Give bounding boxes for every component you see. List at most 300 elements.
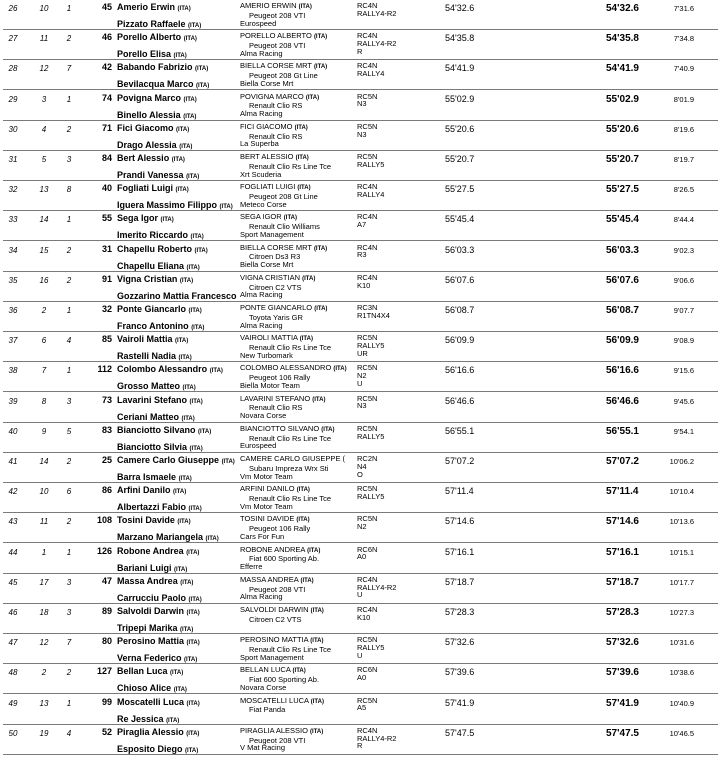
driver-nationality: (ITA): [186, 700, 200, 707]
class-name: RALLY5: [357, 159, 385, 169]
driver-nationality: (ITA): [176, 126, 190, 133]
entrant-nationality: (ITA): [310, 608, 324, 614]
car-number: 52: [101, 726, 112, 737]
class-name: N2: [357, 371, 367, 381]
entrant-nationality: (ITA): [321, 426, 335, 433]
team-name: Vm Motor Team: [240, 471, 293, 481]
car-model: Renault Clio Rs Line Tce: [249, 644, 331, 654]
overall-position: 41: [8, 457, 18, 466]
team-name: Alma Racing: [240, 290, 283, 300]
car-model: Toyota Yaris GR: [249, 312, 303, 322]
class-group: RC5N: [357, 333, 378, 343]
entrant-name-text: SEGA IGOR: [240, 212, 282, 222]
driver-name: [117, 577, 193, 588]
driver-name-text: Camere Carlo Giuseppe: [117, 455, 220, 465]
driver-name-text: Perosino Mattia: [117, 636, 185, 647]
gap-time: 10'40.9: [669, 698, 694, 708]
overall-position: 37: [8, 336, 18, 346]
total-time: 57'16.1: [606, 546, 639, 558]
class-group: RC5N: [357, 635, 378, 645]
class-group: RC4N: [357, 272, 378, 282]
entrant-nationality: (ITA): [310, 638, 324, 645]
overall-position: 46: [8, 608, 18, 617]
class-block: [357, 183, 384, 199]
category-position: 1: [66, 547, 72, 557]
gap-time: 10'38.6: [669, 668, 694, 678]
result-row: [0, 393, 724, 423]
codriver-name-text: Bariani Luigi: [117, 562, 172, 573]
driver-name: [117, 94, 197, 105]
car-number: 126: [96, 545, 112, 556]
car-number: 80: [101, 636, 112, 647]
result-row: [0, 302, 724, 332]
class-block: [357, 364, 377, 387]
category-position: 1: [66, 306, 72, 315]
class-group: RC4N: [357, 182, 378, 192]
class-position: 10: [39, 487, 49, 497]
codriver-nationality: (ITA): [186, 264, 200, 271]
entrant-nationality: (ITA): [302, 275, 316, 282]
car-model: Renault Clio Rs Line Tce: [249, 161, 331, 171]
driver-name: [117, 728, 199, 739]
entrant-nationality: (ITA): [313, 34, 328, 41]
stage-time: 55'20.7: [445, 154, 475, 164]
entrant-nationality: (ITA): [294, 124, 308, 131]
entrant-name-text: FOGLIATI LUIGI: [240, 182, 296, 192]
car-model: Peugeot 208 VTI: [249, 735, 306, 745]
total-time: 56'55.1: [606, 425, 639, 437]
team-name: Eurospeed: [240, 18, 277, 28]
class-block: [357, 244, 377, 260]
total-time: 57'28.3: [606, 607, 639, 618]
codriver-name-text: Iguera Massimo Filippo: [117, 200, 218, 211]
class-extra: R: [357, 741, 363, 751]
class-position: 3: [41, 94, 47, 104]
class-block: [357, 636, 384, 659]
entrant-name-text: CAMERE CARLO GIUSEPPE (: [240, 454, 346, 463]
team-name: Sport Management: [240, 229, 304, 239]
category-position: 1: [66, 215, 72, 225]
codriver-name-text: Chioso Alice: [117, 683, 172, 694]
class-name: A7: [357, 220, 367, 230]
category-position: 3: [66, 155, 72, 164]
car-model: Peugeot 106 Rally: [249, 524, 311, 534]
driver-name-text: Chapellu Roberto: [117, 243, 193, 254]
entrant-name: [240, 454, 345, 463]
overall-position: 45: [8, 577, 18, 587]
class-group: RC5N: [357, 393, 378, 403]
gap-time: 8'26.5: [673, 185, 694, 195]
gap-time: 8'19.7: [673, 155, 694, 164]
codriver-name-text: Grosso Matteo: [117, 381, 181, 392]
entrant-block: [240, 546, 320, 571]
codriver-name-text: Marzano Mariangela: [117, 532, 204, 543]
driver-nationality: (ITA): [173, 489, 187, 496]
codriver-name-text: Franco Antonino: [117, 321, 189, 331]
team-name: Efferre: [240, 562, 263, 572]
class-position: 7: [41, 366, 47, 376]
driver-nationality: (ITA): [186, 640, 200, 647]
class-name: R1TN4X4: [357, 310, 390, 320]
entrant-block: [240, 606, 324, 624]
result-row: [0, 695, 724, 725]
codriver-nationality: (ITA): [188, 596, 202, 603]
codriver-nationality: (ITA): [180, 627, 194, 633]
entrant-name-text: COLOMBO ALESSANDRO: [240, 363, 332, 373]
gap-time: 7'31.6: [673, 4, 694, 13]
class-extra: R: [357, 46, 363, 56]
car-model: Peugeot 106 Rally: [249, 373, 311, 383]
driver-name-text: Ponte Giancarlo: [117, 304, 187, 314]
driver-nationality: (ITA): [194, 247, 208, 254]
driver-name-text: Bellan Luca: [117, 666, 168, 677]
entrant-block: [240, 213, 320, 238]
team-name: Eurospeed: [240, 441, 277, 451]
class-group: RC4N: [357, 61, 378, 71]
car-model: Fiat 600 Sporting Ab.: [249, 554, 320, 564]
car-model: Peugeot 208 VTI: [249, 40, 306, 50]
driver-name: [117, 214, 174, 225]
car-number: 73: [101, 394, 112, 405]
class-name: N3: [357, 99, 367, 109]
class-block: [357, 425, 384, 441]
codriver-nationality: (ITA): [182, 385, 196, 392]
category-position: 4: [66, 728, 72, 738]
entrant-nationality: (ITA): [313, 245, 328, 252]
entrant-name: [240, 243, 327, 252]
driver-name-text: Colombo Alessandro: [117, 364, 208, 375]
car-model: Citroen C2 VTS: [249, 282, 302, 292]
entrant-block: [240, 93, 319, 118]
entrant-name-text: FICI GIACOMO: [240, 121, 293, 131]
total-time: 57'47.5: [606, 727, 639, 739]
codriver-nationality: (ITA): [188, 506, 202, 513]
entrant-nationality: (ITA): [299, 336, 313, 343]
codriver-nationality: (ITA): [178, 355, 192, 362]
class-group: RC5N: [357, 152, 378, 161]
class-extra: O: [357, 469, 363, 479]
result-row: [0, 513, 724, 543]
class-position: 14: [39, 215, 49, 225]
total-time: 55'20.6: [606, 123, 639, 135]
driver-name: [117, 305, 202, 316]
codriver-nationality: (ITA): [190, 234, 204, 241]
car-number: 89: [101, 606, 112, 616]
result-row: [0, 544, 724, 574]
codriver-name-text: Bianciotto Silvia: [117, 441, 188, 452]
class-position: 13: [39, 698, 49, 708]
category-position: 2: [66, 34, 72, 44]
driver-name: [117, 275, 193, 286]
class-block: [357, 606, 377, 622]
class-name: RALLY4: [357, 69, 385, 79]
gap-time: 9'02.3: [673, 245, 694, 255]
codriver-nationality: (ITA): [191, 325, 205, 331]
class-extra: UR: [357, 348, 368, 358]
class-position: 15: [39, 245, 49, 255]
class-position: 11: [39, 517, 49, 527]
class-name: RALLY4: [357, 189, 385, 199]
car-model: Renault Clio Williams: [249, 222, 320, 232]
result-row: [0, 242, 724, 272]
team-name: Vm Motor Team: [240, 501, 293, 511]
entrant-nationality: (ITA): [297, 185, 311, 192]
gap-time: 10'27.3: [669, 608, 694, 617]
driver-name: [117, 396, 203, 407]
class-name: K10: [357, 280, 371, 290]
codriver-name-text: Binello Alessia: [117, 109, 181, 120]
entrant-nationality: (ITA): [333, 366, 347, 373]
driver-nationality: (ITA): [198, 428, 212, 435]
class-position: 5: [41, 155, 47, 164]
entrant-block: [240, 515, 310, 540]
codriver-name-text: Ceriani Matteo: [117, 411, 180, 422]
car-model: Renault Clio RS: [249, 403, 303, 413]
driver-nationality: (ITA): [221, 459, 235, 465]
driver-name: [117, 547, 199, 558]
class-extra: U: [357, 650, 363, 660]
driver-name-text: Sega Igor: [117, 213, 159, 224]
driver-name: [117, 154, 185, 165]
entrant-name: [240, 424, 335, 433]
driver-name-text: Fici Giacomo: [117, 122, 174, 133]
driver-nationality: (ITA): [177, 6, 191, 12]
gap-time: 7'34.8: [673, 34, 694, 44]
stage-time: 57'07.2: [445, 456, 475, 466]
total-time: 57'32.6: [606, 637, 639, 649]
codriver-name-text: Prandi Vanessa: [117, 170, 184, 180]
stage-time: 55'02.9: [445, 93, 475, 104]
driver-name-text: Salvoldi Darwin: [117, 606, 185, 616]
class-name: N2: [357, 522, 367, 532]
class-position: 2: [41, 306, 47, 315]
class-position: 12: [39, 64, 49, 74]
team-name: Biella Corse Mrt: [240, 260, 294, 270]
entrant-name: [240, 484, 310, 493]
car-model: Peugeot 208 Gt Line: [249, 71, 318, 81]
entrant-name-text: BELLAN LUCA: [240, 665, 291, 675]
driver-name-text: Porello Alberto: [117, 32, 182, 43]
codriver-name-text: Tripepi Marika: [117, 623, 178, 633]
total-time: 54'41.9: [606, 63, 639, 75]
class-block: [357, 455, 377, 478]
entrant-name-text: AMERIO ERWIN: [240, 1, 297, 10]
car-model: Renault Clio Rs Line Tce: [249, 342, 331, 352]
entrant-name: [240, 182, 311, 191]
car-number: 55: [101, 213, 112, 224]
car-number: 83: [101, 424, 112, 435]
team-name: Alma Racing: [240, 320, 283, 330]
entrant-name-text: BIELLA CORSE MRT: [240, 61, 312, 71]
driver-nationality: (ITA): [175, 187, 189, 194]
driver-nationality: (ITA): [160, 217, 174, 224]
driver-name: [117, 63, 208, 74]
stage-time: 57'39.6: [445, 667, 475, 678]
codriver-nationality: (ITA): [196, 83, 210, 90]
entrant-name: [240, 605, 324, 614]
result-row: [0, 30, 724, 60]
team-name: Novara Corse: [240, 411, 287, 421]
car-number: 25: [101, 455, 112, 465]
class-name: A5: [357, 703, 367, 713]
driver-name-text: Massa Andrea: [117, 575, 178, 586]
total-time: 56'03.3: [606, 244, 639, 256]
class-position: 9: [41, 426, 47, 436]
class-position: 13: [39, 185, 49, 195]
category-position: 7: [66, 638, 72, 648]
entrant-block: [240, 485, 331, 510]
entrant-name: [240, 152, 309, 161]
entrant-block: [240, 62, 327, 87]
entrant-block: [240, 183, 318, 208]
class-block: [357, 62, 384, 78]
team-name: Biella Motor Team: [240, 380, 300, 390]
car-model: Peugeot 208 Gt Line: [249, 191, 318, 201]
overall-position: 26: [8, 4, 18, 13]
codriver-name-text: Verna Federico: [117, 653, 182, 664]
class-group: RC6N: [357, 665, 378, 675]
class-name: RALLY4-R2: [357, 8, 397, 18]
class-group: RC4N: [357, 1, 378, 10]
class-block: [357, 153, 384, 169]
class-block: [357, 546, 377, 562]
entrant-name-text: PEROSINO MATTIA: [240, 635, 309, 645]
entrant-name-text: POVIGNA MARCO: [240, 91, 304, 101]
entrant-block: [240, 636, 331, 661]
class-name: A0: [357, 673, 367, 683]
class-position: 14: [39, 457, 49, 466]
entrant-nationality: (ITA): [283, 215, 297, 222]
team-name: Sport Management: [240, 652, 304, 662]
stage-time: 56'55.1: [445, 425, 475, 436]
result-row: [0, 0, 724, 30]
class-name: R3: [357, 250, 367, 260]
class-name: K10: [357, 612, 371, 622]
class-position: 6: [41, 336, 47, 346]
driver-name: [117, 184, 189, 195]
class-position: 1: [41, 547, 47, 557]
overall-position: 28: [8, 64, 18, 74]
entrant-nationality: (ITA): [312, 396, 326, 403]
stage-time: 54'41.9: [445, 63, 475, 74]
entrant-nationality: (ITA): [295, 155, 309, 161]
class-position: 2: [41, 668, 47, 678]
class-group: RC2N: [357, 454, 378, 463]
class-group: RC4N: [357, 725, 378, 735]
driver-name: [117, 667, 183, 678]
class-group: RC4N: [357, 574, 378, 584]
overall-position: 38: [8, 366, 18, 376]
category-position: 4: [66, 336, 72, 346]
team-name: Alma Racing: [240, 109, 283, 119]
codriver-name-text: Rastelli Nadia: [117, 351, 177, 362]
total-time: 56'07.6: [606, 274, 639, 286]
overall-position: 31: [8, 155, 18, 164]
driver-name: [117, 124, 189, 135]
entrant-name: [240, 1, 312, 10]
class-name: RALLY4-R2: [357, 733, 397, 743]
team-name: Cars For Fun: [240, 531, 285, 541]
entrant-block: [240, 32, 327, 57]
overall-position: 42: [8, 487, 18, 497]
class-block: [357, 274, 377, 290]
class-name: RALLY5: [357, 642, 385, 652]
stage-time: 57'18.7: [445, 576, 475, 587]
driver-nationality: (ITA): [186, 610, 200, 616]
entrant-name: [240, 122, 308, 131]
entrant-nationality: (ITA): [300, 577, 314, 584]
overall-position: 48: [8, 668, 18, 678]
entrant-block: [240, 364, 347, 389]
gap-time: 8'44.4: [673, 215, 694, 225]
total-time: 57'41.9: [606, 697, 639, 709]
result-row: [0, 151, 724, 181]
class-name: RALLY4-R2: [357, 582, 397, 592]
entrant-nationality: (ITA): [313, 64, 328, 71]
driver-name: [117, 245, 208, 256]
gap-time: 10'17.7: [669, 577, 694, 587]
class-position: 11: [39, 34, 49, 44]
total-time: 57'18.7: [606, 576, 639, 588]
result-row: [0, 121, 724, 151]
entrant-name-text: PIRAGLIA ALESSIO: [240, 725, 308, 735]
team-name: Biella Corse Mrt: [240, 78, 294, 88]
class-position: 12: [39, 638, 49, 648]
driver-nationality: (ITA): [177, 519, 191, 526]
stage-time: 57'32.6: [445, 637, 475, 648]
entrant-name-text: BIELLA CORSE MRT: [240, 242, 312, 252]
entrant-name-text: LAVARINI STEFANO: [240, 393, 311, 403]
class-position: 4: [41, 124, 47, 134]
codriver-name-text: Chapellu Eliana: [117, 260, 185, 271]
class-position: 17: [39, 577, 49, 587]
class-block: [357, 515, 377, 531]
driver-nationality: (ITA): [188, 308, 202, 314]
driver-nationality: (ITA): [186, 730, 200, 737]
team-name: New Turbomark: [240, 350, 293, 360]
car-number: 84: [101, 153, 112, 163]
result-row: [0, 181, 724, 211]
class-group: RC3N: [357, 303, 378, 312]
entrant-name: [240, 31, 327, 40]
stage-time: 56'03.3: [445, 244, 475, 255]
car-number: 86: [101, 485, 112, 496]
row-divider: [3, 754, 718, 755]
category-position: 2: [66, 124, 72, 134]
class-position: 19: [39, 728, 49, 738]
stage-time: 55'20.6: [445, 123, 475, 134]
car-model: Citroen Ds3 R3: [249, 252, 301, 262]
car-model: Fiat Panda: [249, 705, 286, 715]
driver-name-text: Moscatelli Luca: [117, 696, 185, 707]
entrant-name: [240, 363, 347, 372]
driver-name: [117, 33, 197, 44]
class-position: 10: [39, 4, 49, 13]
stage-time: 55'45.4: [445, 214, 475, 225]
codriver-nationality: (ITA): [205, 536, 219, 543]
category-position: 2: [66, 245, 72, 255]
total-time: 55'27.5: [606, 184, 639, 196]
overall-position: 50: [8, 728, 18, 738]
entrant-nationality: (ITA): [296, 487, 310, 494]
team-name: Xrt Scuderia: [240, 169, 282, 179]
driver-name-text: Amerio Erwin: [117, 2, 176, 12]
car-model: Peugeot 208 VTI: [249, 10, 306, 20]
class-name: A0: [357, 552, 367, 562]
stage-time: 57'14.6: [445, 516, 475, 527]
codriver-nationality: (ITA): [219, 204, 233, 211]
gap-time: 9'08.9: [673, 336, 694, 346]
